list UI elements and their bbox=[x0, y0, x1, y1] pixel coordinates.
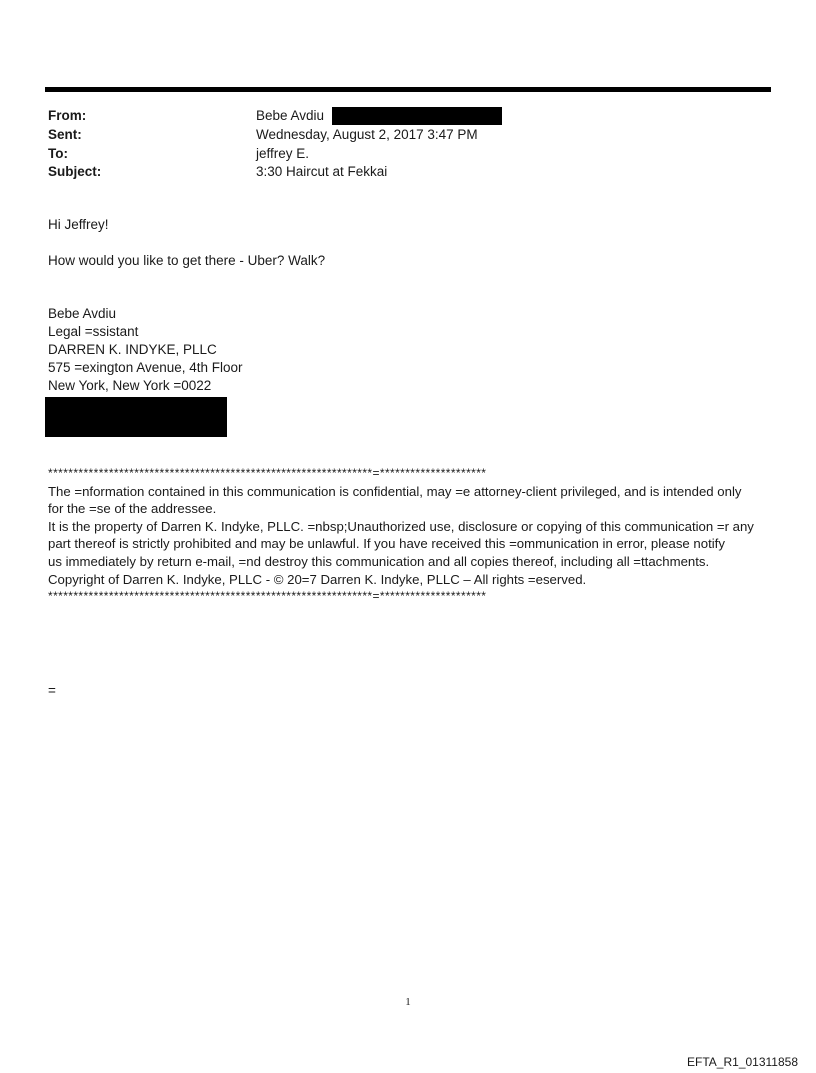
sender-name: Bebe Avdiu bbox=[256, 108, 325, 123]
document-id: EFTA_R1_01311858 bbox=[687, 1055, 798, 1069]
disclaimer-line: part thereof is strictly prohibited and may be unlawful. If you have received this =ommunication in error, please notify bbox=[48, 536, 725, 552]
signature-firm: DARREN K. INDYKE, PLLC bbox=[48, 342, 217, 357]
page-number: 1 bbox=[405, 996, 411, 1008]
subject-label: Subject: bbox=[48, 164, 102, 179]
sent-value: Wednesday, August 2, 2017 3:47 PM bbox=[256, 127, 478, 142]
disclaimer-line: for the =se of the addressee. bbox=[48, 501, 217, 517]
signature-name: Bebe Avdiu bbox=[48, 306, 117, 321]
signature-block bbox=[48, 305, 243, 395]
subject-row bbox=[48, 163, 748, 181]
to-value: jeffrey E. bbox=[256, 146, 310, 161]
signature-address-line2: New York, New York =0022 bbox=[48, 378, 212, 393]
disclaimer-stars-bottom: ****************************************************************=********************* bbox=[48, 589, 487, 604]
from-value bbox=[256, 107, 502, 125]
redacted-contact-block bbox=[45, 397, 227, 437]
sent-row bbox=[48, 126, 748, 144]
signature-address-line1: 575 =exington Avenue, 4th Floor bbox=[48, 360, 243, 375]
to-label: To: bbox=[48, 146, 68, 161]
from-label: From: bbox=[48, 108, 87, 123]
disclaimer-line: The =nformation contained in this communication is confidential, may =e attorney-client privileged, and is intended only bbox=[48, 483, 742, 499]
message-text: How would you like to get there - Uber? Walk? bbox=[48, 253, 326, 268]
disclaimer-line: Copyright of Darren K. Indyke, PLLC - © 20=7 Darren K. Indyke, PLLC – All rights =eserved. bbox=[48, 571, 587, 587]
greeting: Hi Jeffrey! bbox=[48, 217, 109, 232]
signature-title: Legal =ssistant bbox=[48, 324, 139, 339]
disclaimer-line: It is the property of Darren K. Indyke, PLLC. =nbsp;Unauthorized use, disclosure or copying of this communication =r any bbox=[48, 518, 754, 534]
header-rule bbox=[45, 87, 771, 92]
to-row bbox=[48, 145, 748, 163]
redacted-email bbox=[332, 107, 502, 125]
sent-label: Sent: bbox=[48, 127, 82, 142]
disclaimer-stars-top: ****************************************************************=********************* bbox=[48, 466, 487, 480]
subject-value: 3:30 Haircut at Fekkai bbox=[256, 164, 388, 179]
trailing-equals: = bbox=[48, 683, 56, 698]
disclaimer-line: us immediately by return e-mail, =nd destroy this communication and all copies thereof, including all =ttachments. bbox=[48, 553, 710, 569]
confidentiality-disclaimer bbox=[48, 465, 778, 606]
from-row bbox=[48, 107, 748, 125]
